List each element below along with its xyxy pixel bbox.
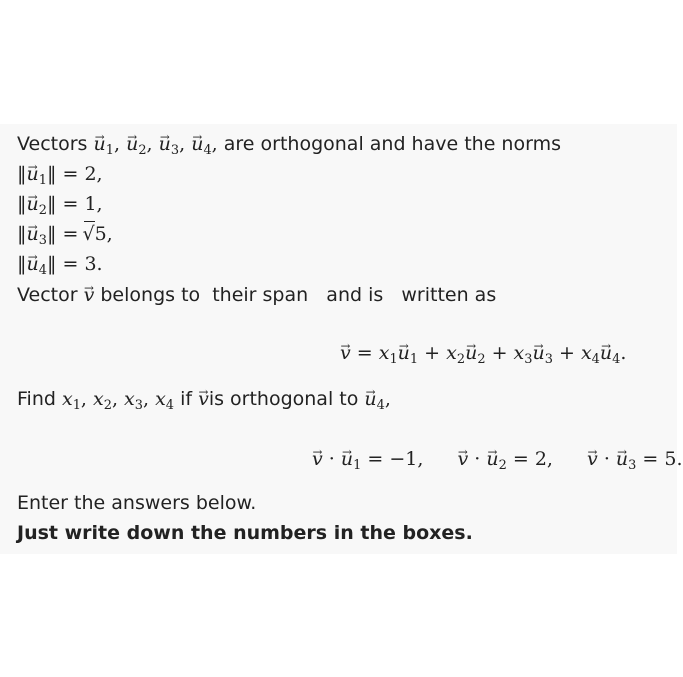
- dot-v-u1: → v · → $u_1 = -1$,: [312, 448, 423, 470]
- norm-u3-value: 5,: [94, 223, 113, 245]
- dot-products: [312, 446, 683, 472]
- dot-v-u2-value: 2,: [534, 448, 553, 470]
- span-text-1: Vector: [17, 284, 78, 306]
- enter-answers-text: Enter the answers below.: [17, 492, 257, 514]
- span-equation: → $v = x_1\to u_1 + x_2\to u_2 + x_3\to u_3 + x_4\to u_4$.: [340, 340, 626, 366]
- find-suffix: is orthogonal to: [208, 388, 359, 410]
- dot-v-u1-value: −1,: [389, 448, 424, 470]
- vector-v: → v: [84, 282, 95, 308]
- intro-prefix: Vectors: [17, 133, 88, 155]
- norm-u2-value: 1,: [84, 193, 103, 215]
- norm-u1: ‖→ $u_1‖ = 2$,: [17, 161, 103, 187]
- norm-u4: ‖→ $u_4‖ = 3$.: [17, 251, 103, 277]
- dot-v-u3-value: 5.: [664, 448, 683, 470]
- norm-u1-value: 2,: [84, 163, 103, 185]
- intro-suffix: are orthogonal and have the norms: [223, 133, 561, 155]
- norm-u4-value: 3.: [84, 253, 103, 275]
- intro-line: [17, 131, 561, 157]
- dot-v-u2: → v · → $u_2 = 2$,: [457, 448, 552, 470]
- span-line: [17, 282, 496, 308]
- span-text-2: belongs to their span and is written as: [100, 284, 497, 306]
- find-middle: if: [180, 388, 193, 410]
- vector-u4-find: → $u_4$,: [364, 388, 391, 410]
- instruction-text: Just write down the numbers in the boxes.: [17, 522, 473, 544]
- vector-v-find: → v: [198, 386, 209, 412]
- dot-v-u3: → v · → $u_3 = 5$.: [587, 448, 682, 470]
- norm-u2: ‖→ $u_2‖ = 1$,: [17, 191, 103, 217]
- vector-list: → $u_1$, → $u_2$, → $u_3$, → $u_4$,: [94, 133, 218, 155]
- unknowns-list: $x_1$, $x_2$, $x_3$, $x_4$: [61, 388, 175, 413]
- find-prefix: Find: [17, 388, 56, 410]
- norm-u3: ‖→ $u_3‖ = √5$,: [17, 221, 113, 247]
- find-line: [17, 386, 391, 412]
